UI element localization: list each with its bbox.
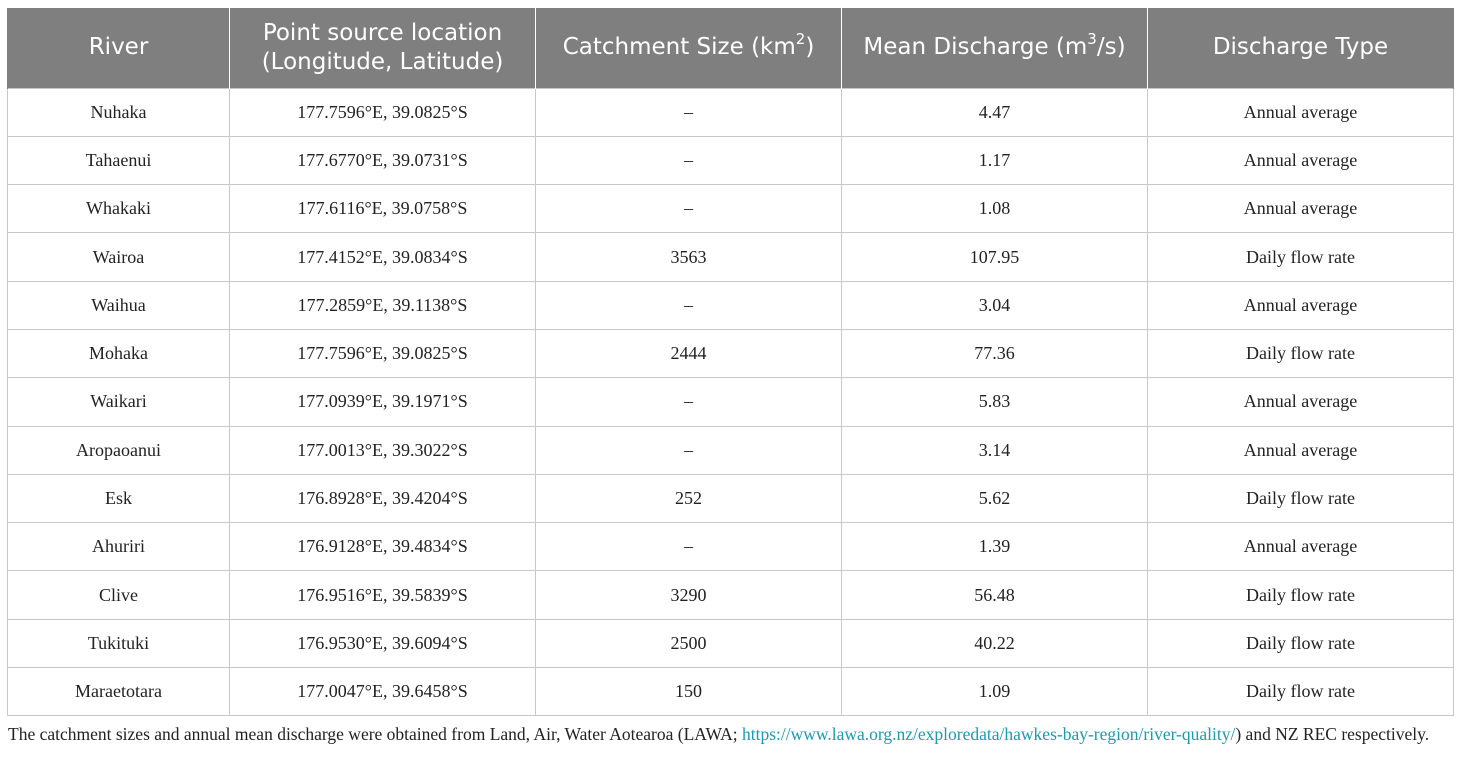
cell-river: Whakaki: [8, 185, 230, 233]
cell-catchment: 2500: [536, 619, 842, 667]
table-row: [8, 136, 1454, 184]
header-location-line2: (Longitude, Latitude): [261, 48, 504, 75]
table-row: [8, 619, 1454, 667]
cell-river: Maraetotara: [8, 668, 230, 716]
cell-river: Aropaoanui: [8, 426, 230, 474]
cell-river: Nuhaka: [8, 88, 230, 136]
cell-discharge-type: Daily flow rate: [1148, 619, 1454, 667]
cell-river: Wairoa: [8, 233, 230, 281]
header-location: [230, 8, 536, 88]
cell-catchment: 2444: [536, 329, 842, 377]
cell-discharge: 1.17: [842, 136, 1148, 184]
header-catchment: [536, 8, 842, 88]
cell-river: Tukituki: [8, 619, 230, 667]
cell-river: Tahaenui: [8, 136, 230, 184]
river-discharge-table: [7, 8, 1454, 716]
cell-catchment: 3290: [536, 571, 842, 619]
lawa-source-link[interactable]: https://www.lawa.org.nz/exploredata/hawkes-bay-region/river-quality/: [741, 724, 1236, 744]
cell-discharge: 5.83: [842, 378, 1148, 426]
cell-discharge: 1.08: [842, 185, 1148, 233]
table-header: [8, 8, 1454, 88]
cell-discharge-type: Annual average: [1148, 136, 1454, 184]
cell-discharge-type: Annual average: [1148, 185, 1454, 233]
cell-river: Mohaka: [8, 329, 230, 377]
cell-discharge-type: Annual average: [1148, 378, 1454, 426]
cell-discharge: 40.22: [842, 619, 1148, 667]
cell-location: 177.7596°E, 39.0825°S: [230, 88, 536, 136]
cell-catchment: 150: [536, 668, 842, 716]
header-discharge-prefix: Mean Discharge (m: [863, 34, 1088, 61]
header-discharge-suffix: /s): [1096, 34, 1126, 61]
header-river: [8, 8, 230, 88]
cell-discharge: 3.04: [842, 281, 1148, 329]
table-row: [8, 474, 1454, 522]
cell-catchment: –: [536, 136, 842, 184]
cell-location: 176.9516°E, 39.5839°S: [230, 571, 536, 619]
cell-location: 177.6770°E, 39.0731°S: [230, 136, 536, 184]
header-catchment-sup: 2: [795, 29, 806, 48]
header-discharge: [842, 8, 1148, 88]
table-row: [8, 88, 1454, 136]
header-discharge-type-label: Discharge Type: [1212, 34, 1389, 61]
header-catchment-suffix: ): [805, 34, 815, 61]
cell-discharge-type: Daily flow rate: [1148, 474, 1454, 522]
table-row: [8, 378, 1454, 426]
cell-discharge-type: Annual average: [1148, 426, 1454, 474]
cell-location: 177.0939°E, 39.1971°S: [230, 378, 536, 426]
cell-location: 177.7596°E, 39.0825°S: [230, 329, 536, 377]
cell-discharge-type: Annual average: [1148, 88, 1454, 136]
header-river-label: River: [88, 34, 149, 61]
header-row: [8, 8, 1454, 88]
data-table-container: [7, 8, 1453, 716]
cell-discharge-type: Annual average: [1148, 523, 1454, 571]
header-discharge-sup: 3: [1087, 29, 1097, 48]
table-row: [8, 185, 1454, 233]
cell-river: Waikari: [8, 378, 230, 426]
cell-discharge-type: Annual average: [1148, 281, 1454, 329]
cell-discharge: 3.14: [842, 426, 1148, 474]
footnote-text-after: ) and NZ REC respectively.: [1235, 724, 1430, 744]
cell-location: 177.4152°E, 39.0834°S: [230, 233, 536, 281]
header-catchment-prefix: Catchment Size (km: [562, 34, 796, 61]
cell-discharge: 1.09: [842, 668, 1148, 716]
cell-catchment: –: [536, 426, 842, 474]
cell-discharge-type: Daily flow rate: [1148, 668, 1454, 716]
cell-location: 176.8928°E, 39.4204°S: [230, 474, 536, 522]
header-location-line1: Point source location: [262, 19, 503, 46]
cell-catchment: –: [536, 185, 842, 233]
cell-catchment: –: [536, 281, 842, 329]
cell-discharge: 107.95: [842, 233, 1148, 281]
cell-river: Clive: [8, 571, 230, 619]
table-row: [8, 426, 1454, 474]
cell-catchment: 252: [536, 474, 842, 522]
cell-location: 177.6116°E, 39.0758°S: [230, 185, 536, 233]
cell-discharge-type: Daily flow rate: [1148, 233, 1454, 281]
table-row: [8, 233, 1454, 281]
cell-catchment: –: [536, 523, 842, 571]
table-body: [8, 88, 1454, 716]
cell-location: 176.9128°E, 39.4834°S: [230, 523, 536, 571]
cell-river: Esk: [8, 474, 230, 522]
cell-location: 177.0047°E, 39.6458°S: [230, 668, 536, 716]
cell-discharge: 5.62: [842, 474, 1148, 522]
cell-catchment: –: [536, 378, 842, 426]
cell-discharge-type: Daily flow rate: [1148, 329, 1454, 377]
table-row: [8, 523, 1454, 571]
table-row: [8, 329, 1454, 377]
cell-catchment: 3563: [536, 233, 842, 281]
cell-location: 176.9530°E, 39.6094°S: [230, 619, 536, 667]
cell-river: Waihua: [8, 281, 230, 329]
cell-river: Ahuriri: [8, 523, 230, 571]
table-footnote: [8, 723, 1454, 746]
table-row: [8, 668, 1454, 716]
cell-discharge: 56.48: [842, 571, 1148, 619]
table-row: [8, 281, 1454, 329]
cell-discharge-type: Daily flow rate: [1148, 571, 1454, 619]
table-row: [8, 571, 1454, 619]
cell-location: 177.0013°E, 39.3022°S: [230, 426, 536, 474]
cell-discharge: 1.39: [842, 523, 1148, 571]
cell-location: 177.2859°E, 39.1138°S: [230, 281, 536, 329]
cell-discharge: 77.36: [842, 329, 1148, 377]
header-discharge-type: [1148, 8, 1454, 88]
cell-discharge: 4.47: [842, 88, 1148, 136]
footnote-text-before: The catchment sizes and annual mean discharge were obtained from Land, Air, Water Aotearoa (LAWA;: [8, 724, 742, 744]
cell-catchment: –: [536, 88, 842, 136]
